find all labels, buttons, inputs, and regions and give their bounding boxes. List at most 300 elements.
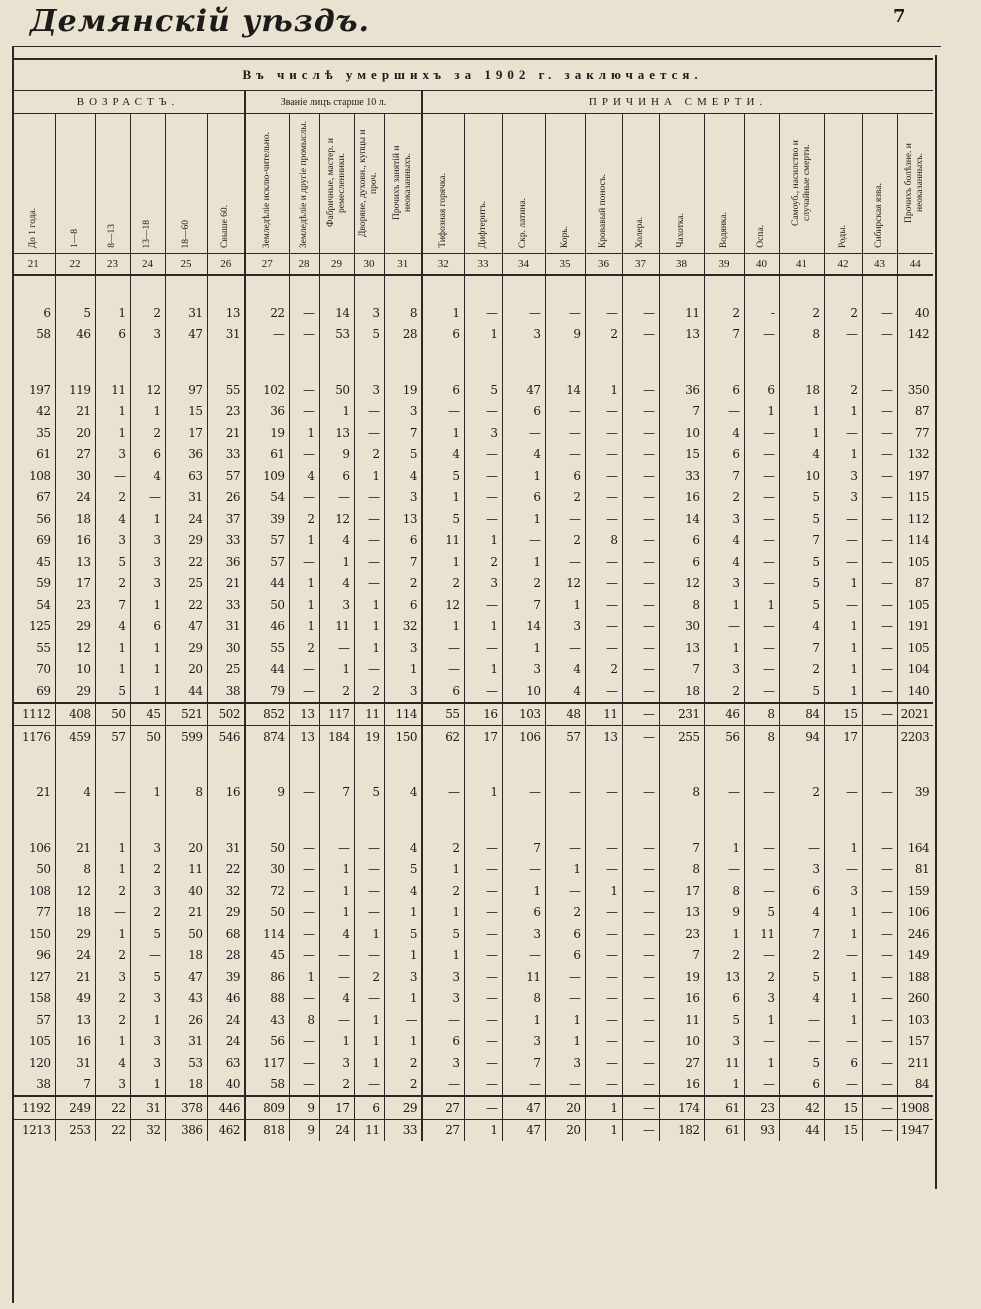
column-number: 35: [545, 254, 585, 276]
column-number: 32: [422, 254, 464, 276]
table-row: [12, 594, 933, 616]
table-cell: —: [502, 530, 545, 552]
table-cell: 2: [354, 444, 384, 466]
table-cell: 23: [207, 401, 245, 423]
table-cell: 1: [545, 1009, 585, 1031]
table-cell: —: [622, 1031, 659, 1053]
table-cell: 67: [36, 490, 51, 505]
column-number: 25: [165, 254, 207, 276]
table-cell: 599: [165, 726, 207, 748]
table-cell: 8: [779, 324, 824, 346]
table-cell: 1: [130, 508, 165, 530]
column-number: 31: [384, 254, 422, 276]
column-label: Сибирская язва.: [874, 183, 884, 248]
table-cell: 1: [95, 1031, 130, 1053]
table-cell: 4: [319, 573, 354, 595]
table-row: [12, 1031, 933, 1053]
table-cell: 1: [422, 551, 464, 573]
table-cell: 38: [207, 680, 245, 703]
table-cell: 378: [165, 1096, 207, 1119]
table-cell: 103: [897, 1009, 933, 1031]
table-cell: 56: [245, 1031, 289, 1053]
right-rule: [935, 55, 937, 1189]
table-cell: 3: [384, 966, 422, 988]
column-label: Дворяне, духовн., купцы и проч.: [358, 129, 379, 237]
table-cell: 4: [545, 659, 585, 681]
column-header: [897, 114, 933, 254]
gap-cell: [824, 803, 862, 837]
table-cell: 874: [245, 726, 289, 748]
spacer-cell: [55, 275, 95, 302]
table-cell: 117: [319, 703, 354, 726]
table-cell: 2: [422, 837, 464, 859]
spacer-cell: [12, 275, 55, 302]
table-cell: 2: [354, 966, 384, 988]
table-cell: 4: [779, 444, 824, 466]
table-cell: —: [585, 573, 622, 595]
column-header: [95, 114, 130, 254]
table-row: [12, 880, 933, 902]
table-cell: 1: [824, 988, 862, 1010]
table-cell: 1: [502, 508, 545, 530]
table-cell: 3: [130, 324, 165, 346]
table-cell: 27: [55, 444, 95, 466]
table-cell: 13: [55, 1009, 95, 1031]
table-cell: 5: [384, 923, 422, 945]
table-cell: 184: [319, 726, 354, 748]
spacer-cell: [245, 275, 289, 302]
table-cell: 5: [779, 966, 824, 988]
column-header: [502, 114, 545, 254]
table-cell: 45: [130, 703, 165, 726]
table-cell: 36: [245, 401, 289, 423]
table-cell: —: [245, 324, 289, 346]
table-cell: 159: [897, 880, 933, 902]
table-cell: 2: [779, 782, 824, 804]
table-cell: 33: [207, 530, 245, 552]
table-cell: 6: [545, 923, 585, 945]
column-header: [862, 114, 897, 254]
table-cell: 22: [95, 1119, 130, 1141]
table-cell: 1192: [12, 1096, 55, 1119]
table-cell: —: [824, 1031, 862, 1053]
column-label: 18—60: [180, 219, 191, 248]
table-cell: 77: [897, 422, 933, 444]
table-cell: 462: [207, 1119, 245, 1141]
table-cell: 5: [422, 508, 464, 530]
table-cell: 1: [545, 1031, 585, 1053]
table-cell: —: [862, 1096, 897, 1119]
gap-row: [12, 803, 933, 837]
table-cell: —: [354, 530, 384, 552]
table-cell: 13: [289, 703, 319, 726]
gap-cell: [704, 345, 744, 379]
column-header: [704, 114, 744, 254]
table-cell: —: [744, 324, 779, 346]
table-cell: 1: [464, 782, 502, 804]
table-cell: —: [779, 837, 824, 859]
column-label: Тифозная горячка.: [437, 173, 448, 248]
spacer-cell: [502, 275, 545, 302]
table-cell: 5: [95, 680, 130, 703]
table-cell: 27: [659, 1052, 704, 1074]
table-cell: —: [824, 530, 862, 552]
table-cell: 54: [245, 487, 289, 509]
table-cell: —: [502, 1074, 545, 1097]
table-cell: —: [289, 659, 319, 681]
table-cell: —: [130, 487, 165, 509]
table-cell: 40: [207, 1074, 245, 1097]
table-cell: 13: [704, 966, 744, 988]
table-cell: [862, 726, 897, 748]
table-cell: —: [422, 637, 464, 659]
table-cell: —: [622, 444, 659, 466]
table-cell: 7: [704, 465, 744, 487]
table-cell: 7: [659, 945, 704, 967]
table-cell: —: [464, 487, 502, 509]
table-cell: 4: [704, 422, 744, 444]
table-cell: 4: [95, 508, 130, 530]
gap-cell: [862, 345, 897, 379]
table-cell: 12: [659, 573, 704, 595]
table-cell: 18: [165, 1074, 207, 1097]
table-cell: 8: [659, 594, 704, 616]
table-cell: 2: [130, 422, 165, 444]
table-cell: —: [862, 444, 897, 466]
gap-cell: [502, 803, 545, 837]
table-cell: 459: [55, 726, 95, 748]
table-cell: 36: [659, 379, 704, 401]
table-cell: 1: [704, 837, 744, 859]
table-cell: 2: [130, 902, 165, 924]
table-cell: 1: [354, 465, 384, 487]
gap-cell: [585, 748, 622, 782]
table-cell: 30: [659, 616, 704, 638]
table-cell: —: [545, 837, 585, 859]
table-cell: 6: [545, 945, 585, 967]
gap-cell: [824, 345, 862, 379]
table-cell: 1: [319, 401, 354, 423]
table-cell: 6: [704, 379, 744, 401]
table-cell: —: [862, 302, 897, 324]
table-row: [12, 859, 933, 881]
table-cell: 2: [585, 324, 622, 346]
table-cell: 3: [130, 573, 165, 595]
table-cell: —: [824, 782, 862, 804]
table-cell: 1: [824, 659, 862, 681]
table-cell: 182: [659, 1119, 704, 1141]
column-label: Прочихъ занятій и неоказанныхъ.: [391, 145, 413, 221]
table-cell: —: [744, 680, 779, 703]
table-cell: 253: [55, 1119, 95, 1141]
table-cell: 386: [165, 1119, 207, 1141]
table-cell: 12: [545, 573, 585, 595]
table-cell: 4: [384, 837, 422, 859]
gap-cell: [422, 748, 464, 782]
table-cell: —: [622, 324, 659, 346]
table-cell: 4: [95, 616, 130, 638]
table-cell: 55: [36, 640, 51, 655]
table-cell: 57: [245, 551, 289, 573]
table-cell: 3: [95, 966, 130, 988]
table-cell: 6: [659, 551, 704, 573]
table-cell: —: [744, 573, 779, 595]
table-cell: 105: [29, 1034, 51, 1049]
table-cell: 13: [289, 726, 319, 748]
table-cell: 3: [545, 1052, 585, 1074]
table-cell: 47: [502, 1119, 545, 1141]
column-label: Корь.: [559, 225, 570, 248]
table-cell: —: [862, 324, 897, 346]
gap-cell: [319, 803, 354, 837]
table-cell: 4: [319, 530, 354, 552]
table-cell: 103: [502, 703, 545, 726]
table-cell: —: [289, 837, 319, 859]
table-cell: —: [289, 379, 319, 401]
table-cell: 46: [207, 988, 245, 1010]
table-cell: 37: [207, 508, 245, 530]
spacer-cell: [622, 275, 659, 302]
table-cell: 4: [289, 465, 319, 487]
table-cell: —: [289, 902, 319, 924]
table-cell: —: [502, 782, 545, 804]
column-label: Самоуб., насилство и случайные смерти.: [790, 140, 812, 226]
table-cell: 5: [704, 1009, 744, 1031]
table-cell: —: [545, 422, 585, 444]
table-cell: 7: [502, 837, 545, 859]
table-cell: 18: [659, 680, 704, 703]
table-cell: 12: [55, 637, 95, 659]
table-cell: —: [545, 782, 585, 804]
table-cell: 15: [824, 1119, 862, 1141]
table-cell: —: [464, 444, 502, 466]
column-label: Дифтеритъ.: [477, 200, 488, 248]
table-cell: —: [862, 1009, 897, 1031]
table-cell: 142: [897, 324, 933, 346]
table-cell: 35: [36, 425, 51, 440]
table-cell: 157: [897, 1031, 933, 1053]
table-cell: —: [585, 465, 622, 487]
table-row: [12, 637, 933, 659]
gap-cell: [319, 748, 354, 782]
table-cell: 40: [165, 880, 207, 902]
table-cell: 3: [744, 988, 779, 1010]
table-row: [12, 530, 933, 552]
table-cell: 58: [245, 1074, 289, 1097]
table-cell: 1: [502, 465, 545, 487]
table-cell: 5: [422, 923, 464, 945]
table-cell: 3: [422, 1052, 464, 1074]
table-cell: 31: [130, 1096, 165, 1119]
column-header: [779, 114, 824, 254]
table-cell: 105: [897, 551, 933, 573]
gap-cell: [12, 345, 55, 379]
table-cell: 521: [165, 703, 207, 726]
table-cell: —: [464, 880, 502, 902]
table-cell: —: [464, 1052, 502, 1074]
table-cell: —: [824, 1074, 862, 1097]
gap-cell: [862, 803, 897, 837]
table-cell: 20: [545, 1119, 585, 1141]
table-cell: —: [354, 1074, 384, 1097]
table-cell: 3: [95, 1074, 130, 1097]
table-cell: 158: [29, 991, 51, 1006]
table-cell: 2: [779, 302, 824, 324]
table-cell: —: [862, 1074, 897, 1097]
table-cell: 174: [659, 1096, 704, 1119]
table-cell: 4: [55, 782, 95, 804]
table-cell: 1: [464, 1119, 502, 1141]
table-cell: 9: [245, 782, 289, 804]
table-cell: —: [779, 1009, 824, 1031]
table-cell: —: [545, 988, 585, 1010]
table-cell: 70: [36, 662, 51, 677]
gap-cell: [289, 345, 319, 379]
table-cell: —: [862, 637, 897, 659]
table-cell: —: [704, 782, 744, 804]
table-cell: —: [464, 1074, 502, 1097]
table-cell: 9: [704, 902, 744, 924]
table-row: [12, 659, 933, 681]
table-cell: 45: [245, 945, 289, 967]
gap-cell: [95, 345, 130, 379]
column-label: Кровавый поносъ.: [598, 173, 608, 248]
column-header: [659, 114, 704, 254]
table-cell: 4: [319, 923, 354, 945]
table-cell: 6: [95, 324, 130, 346]
table-cell: 10: [55, 659, 95, 681]
column-header: [55, 114, 95, 254]
table-cell: 1: [354, 1052, 384, 1074]
table-cell: —: [622, 1096, 659, 1119]
table-cell: 21: [55, 401, 95, 423]
gap-cell: [384, 803, 422, 837]
table-cell: —: [585, 782, 622, 804]
table-cell: 1: [824, 680, 862, 703]
table-row: [12, 324, 933, 346]
table-row: [12, 616, 933, 638]
table-cell: 61: [36, 447, 51, 462]
table-cell: 1: [464, 616, 502, 638]
table-cell: 21: [207, 422, 245, 444]
column-number: 37: [622, 254, 659, 276]
table-cell: —: [862, 594, 897, 616]
table-cell: 16: [55, 530, 95, 552]
table-cell: —: [585, 302, 622, 324]
table-cell: —: [862, 680, 897, 703]
table-cell: 546: [207, 726, 245, 748]
table-cell: 1: [384, 945, 422, 967]
table-cell: 108: [29, 883, 51, 898]
table-cell: —: [289, 1031, 319, 1053]
table-cell: —: [744, 859, 779, 881]
table-cell: 1: [824, 637, 862, 659]
table-cell: 4: [384, 880, 422, 902]
table-cell: 6: [779, 1074, 824, 1097]
table-cell: 2: [464, 551, 502, 573]
table-cell: 1: [130, 401, 165, 423]
table-cell: 6: [422, 1031, 464, 1053]
table-cell: 24: [207, 1009, 245, 1031]
table-cell: 93: [744, 1119, 779, 1141]
gap-cell: [545, 345, 585, 379]
table-cell: —: [744, 1031, 779, 1053]
table-cell: —: [289, 324, 319, 346]
table-cell: 1: [95, 659, 130, 681]
table-row: [12, 302, 933, 324]
spacer-cell: [824, 275, 862, 302]
table-cell: 32: [130, 1119, 165, 1141]
table-cell: 11: [319, 616, 354, 638]
table-cell: 20: [545, 1096, 585, 1119]
table-cell: 2: [779, 659, 824, 681]
table-cell: 1213: [12, 1119, 55, 1141]
table-cell: —: [354, 551, 384, 573]
table-cell: 44: [245, 659, 289, 681]
spacer-cell: [464, 275, 502, 302]
table-cell: 29: [384, 1096, 422, 1119]
gap-cell: [165, 345, 207, 379]
table-cell: —: [502, 945, 545, 967]
table-cell: 50: [130, 726, 165, 748]
table-cell: 25: [165, 573, 207, 595]
table-cell: 16: [55, 1031, 95, 1053]
gap-cell: [289, 803, 319, 837]
table-cell: 150: [29, 926, 51, 941]
table-cell: 3: [354, 379, 384, 401]
table-cell: —: [622, 680, 659, 703]
table-cell: -: [744, 302, 779, 324]
table-cell: 61: [704, 1119, 744, 1141]
table-cell: —: [622, 945, 659, 967]
table-cell: 18: [55, 902, 95, 924]
table-cell: 17: [464, 726, 502, 748]
gap-cell: [130, 803, 165, 837]
table-cell: —: [622, 401, 659, 423]
column-number: 30: [354, 254, 384, 276]
column-label: 13—18: [142, 219, 152, 248]
table-cell: —: [95, 465, 130, 487]
table-cell: 13: [659, 324, 704, 346]
table-cell: —: [545, 966, 585, 988]
table-cell: 1: [744, 1009, 779, 1031]
table-cell: 1: [422, 302, 464, 324]
table-cell: 44: [245, 573, 289, 595]
table-cell: 50: [319, 379, 354, 401]
table-cell: 1176: [12, 726, 55, 748]
table-cell: 23: [659, 923, 704, 945]
table-cell: 69: [36, 683, 51, 698]
table-cell: 2: [704, 945, 744, 967]
table-cell: 8: [55, 859, 95, 881]
gap-cell: [659, 803, 704, 837]
table-cell: 11: [354, 703, 384, 726]
table-cell: 45: [36, 554, 51, 569]
table-cell: —: [744, 487, 779, 509]
table-cell: 55: [207, 379, 245, 401]
table-cell: 1: [824, 616, 862, 638]
table-cell: 54: [36, 597, 51, 612]
table-cell: —: [585, 508, 622, 530]
table-cell: 50: [95, 703, 130, 726]
table-cell: —: [354, 988, 384, 1010]
table-cell: 68: [207, 923, 245, 945]
table-cell: 24: [165, 508, 207, 530]
table-cell: 2: [130, 859, 165, 881]
spacer-cell: [207, 275, 245, 302]
table-cell: 13: [659, 902, 704, 924]
table-cell: —: [585, 616, 622, 638]
